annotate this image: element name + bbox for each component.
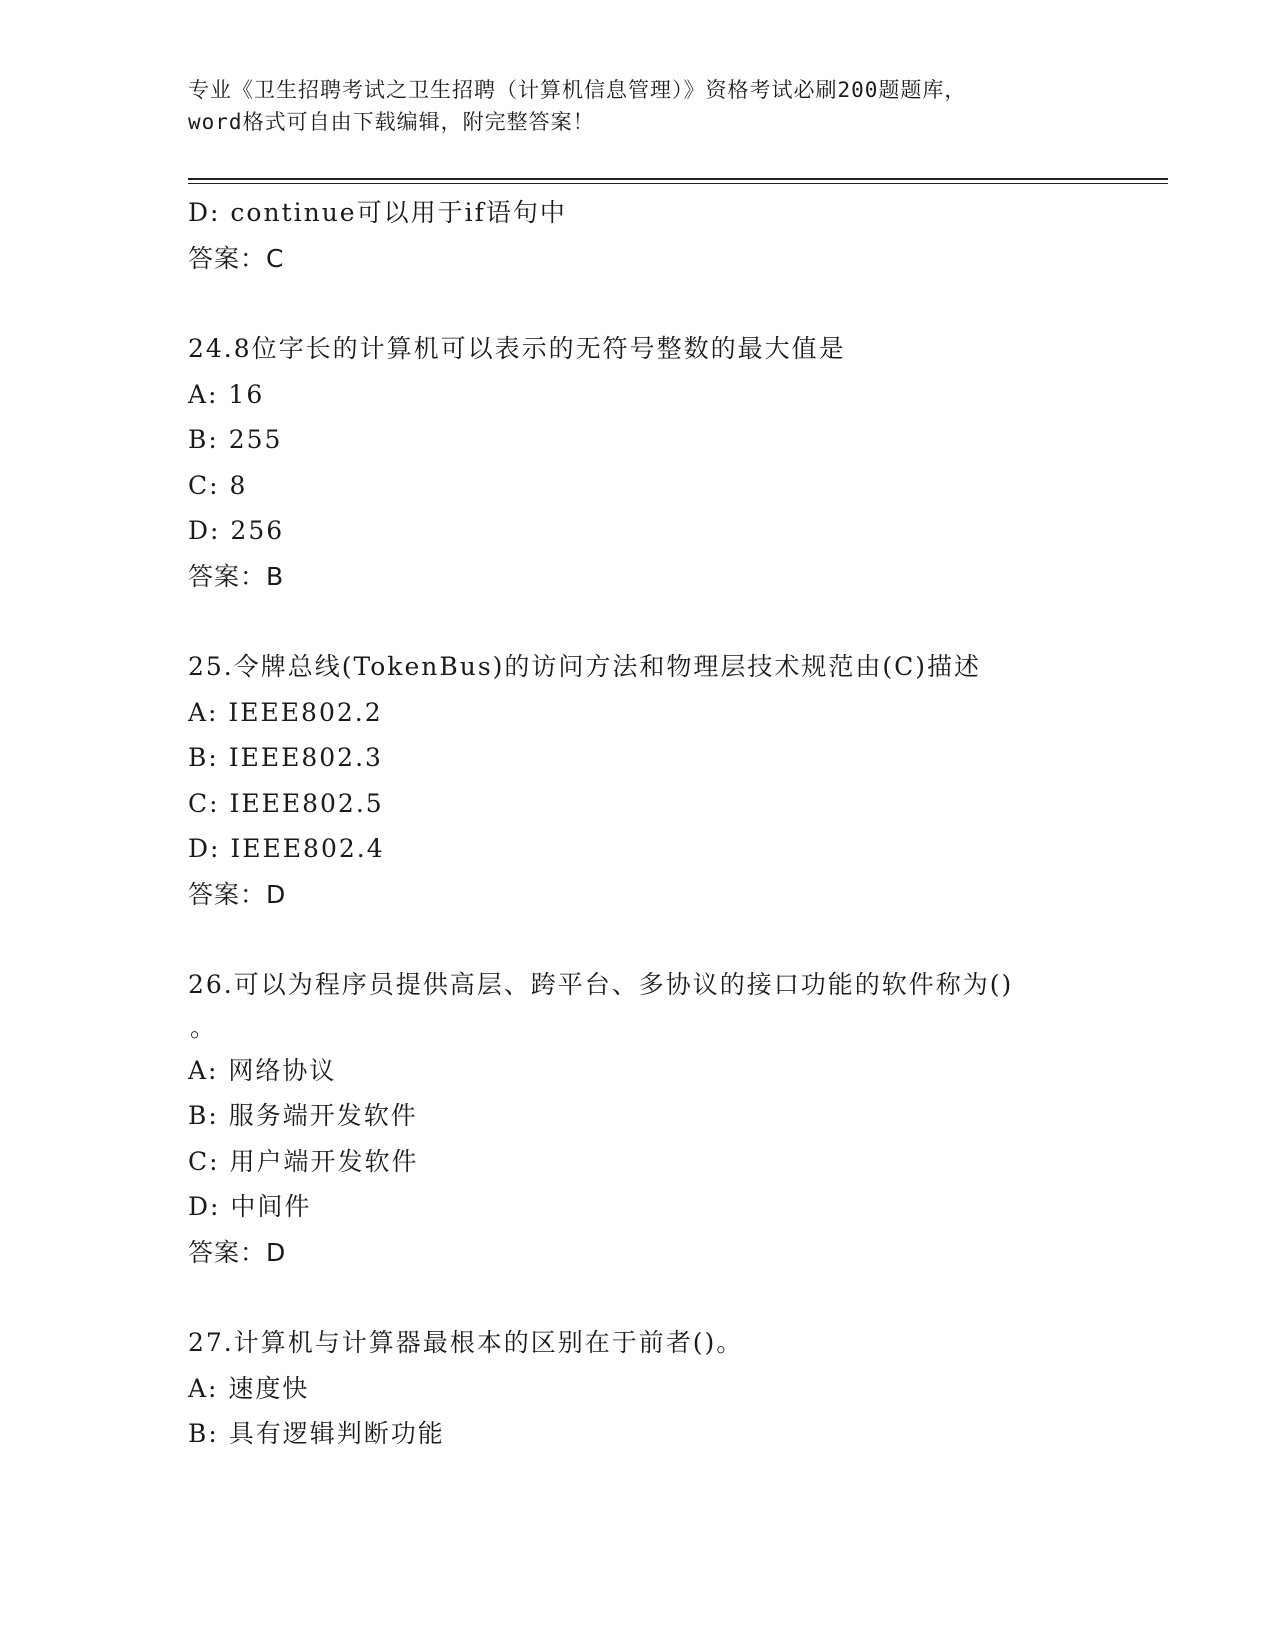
option-b: B: 具有逻辑判断功能 bbox=[188, 1419, 445, 1448]
option-b: B: IEEE802.3 bbox=[188, 743, 383, 772]
option-c: C: 用户端开发软件 bbox=[188, 1146, 419, 1176]
option-b: B: 服务端开发软件 bbox=[188, 1101, 418, 1130]
question-26 bbox=[188, 962, 1088, 1275]
answer: 答案：B bbox=[188, 561, 285, 591]
header-title-line1: 专业《卫生招聘考试之卫生招聘（计算机信息管理）》资格考试必刷200题题库， bbox=[188, 78, 967, 102]
option-d: D: IEEE802.4 bbox=[188, 834, 385, 863]
option-a: A: IEEE802.2 bbox=[188, 697, 383, 727]
question-stem: 24.8位字长的计算机可以表示的无符号整数的最大值是 bbox=[188, 334, 846, 363]
option-a: A: 16 bbox=[188, 379, 265, 409]
option-a: A: 速度快 bbox=[188, 1373, 310, 1403]
question-27 bbox=[188, 1320, 1088, 1457]
option-d: D: 256 bbox=[188, 516, 285, 545]
option-a: A: 网络协议 bbox=[188, 1055, 337, 1085]
header-title-line2: word格式可自由下载编辑，附完整答案！ bbox=[188, 110, 595, 134]
option-b: B: 255 bbox=[188, 425, 283, 454]
answer: 答案：D bbox=[188, 1237, 287, 1267]
question-24 bbox=[188, 326, 1088, 599]
answer: 答案：C bbox=[188, 243, 285, 273]
question-stem: 27.计算机与计算器最根本的区别在于前者()。 bbox=[188, 1328, 744, 1357]
answer: 答案：D bbox=[188, 879, 287, 909]
option-c: C: 8 bbox=[188, 470, 248, 500]
previous-question-tail bbox=[188, 190, 1088, 281]
option-d: D: 中间件 bbox=[188, 1192, 312, 1221]
document-header bbox=[188, 74, 1088, 138]
question-stem-continuation: 。 bbox=[190, 1012, 218, 1042]
option-d: D: continue可以用于if语句中 bbox=[188, 198, 567, 227]
header-divider bbox=[188, 178, 1168, 184]
question-stem: 25.令牌总线(TokenBus)的访问方法和物理层技术规范由(C)描述 bbox=[188, 652, 982, 681]
question-list bbox=[188, 190, 1088, 1457]
question-stem: 26.可以为程序员提供高层、跨平台、多协议的接口功能的软件称为() bbox=[188, 970, 1014, 999]
option-c: C: IEEE802.5 bbox=[188, 788, 384, 818]
question-25 bbox=[188, 644, 1088, 917]
